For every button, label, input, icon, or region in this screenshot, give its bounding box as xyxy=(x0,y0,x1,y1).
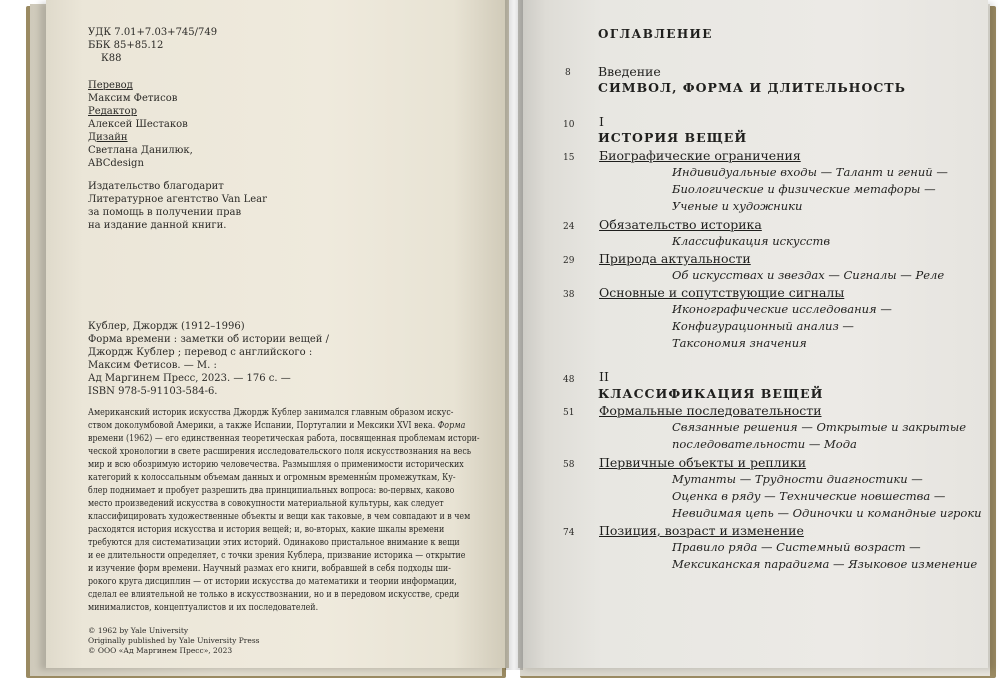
part-numeral: II xyxy=(599,369,609,384)
toc-title: ОГЛАВЛЕНИЕ xyxy=(598,27,713,41)
toc-section: Биографические ограничения xyxy=(599,148,801,163)
copyright-line: © 1962 by Yale University xyxy=(88,626,189,635)
annotation-line: сделал ее влиятельной не только в искусствознании, но и в передовом искусстве, среди xyxy=(88,589,460,600)
catalog-line: Джордж Кублер ; перевод с английского : xyxy=(88,347,313,358)
credit-role: Дизайн xyxy=(88,132,128,143)
intro-label: Введение xyxy=(598,64,661,79)
copyright-line: © ООО «Ад Маргинем Пресс», 2023 xyxy=(88,646,233,655)
page-number: 29 xyxy=(563,256,575,266)
page-number: 38 xyxy=(563,290,575,300)
toc-section: Обязательство историка xyxy=(599,217,762,232)
credit-role: Редактор xyxy=(88,106,137,117)
part-heading: ИСТОРИЯ ВЕЩЕЙ xyxy=(598,130,748,145)
credit-name: Алексей Шестаков xyxy=(88,119,188,130)
copyright-line: Originally published by Yale University Press xyxy=(88,636,260,645)
toc-subsection: Ученые и художники xyxy=(672,199,803,213)
annotation xyxy=(88,406,480,614)
annotation-title: Форма xyxy=(437,420,466,431)
annotation-line: рокого круга дисциплин — от истории искусства до математики и теории информации, xyxy=(88,576,457,587)
catalog-line: ISBN 978-5-91103-584-6. xyxy=(88,386,218,397)
annotation-line: времени (1962) — его единственная теоретическая работа, посвященная проблемам истори- xyxy=(88,433,480,444)
part-numeral: I xyxy=(599,114,604,129)
annotation-line: минималистов, концептуалистов и их последователей. xyxy=(88,602,319,613)
page-number: 15 xyxy=(563,153,575,163)
annotation-line: и ее длительности определяет, с точки зрения Кублера, призвание историка — открытие xyxy=(88,550,466,561)
annotation-line: требуются для систематизации этих историй. Одинаково пристальное внимание к вещи xyxy=(88,537,460,548)
annotation-line: блер поднимает и пробует разрешить два принципиальных вопроса: во-первых, каково xyxy=(88,485,455,496)
toc-subsection: последовательности — Мода xyxy=(672,437,857,451)
annotation-line: ством доколумбовой Америки, а также Испании, Португалии и Мексики XVI века. xyxy=(88,420,436,431)
annotation-line: ческой хронологии в свете расширения исследовательского поля искусствознания на весь xyxy=(88,446,472,457)
page-number: 24 xyxy=(563,222,575,232)
toc-section: Позиция, возраст и изменение xyxy=(599,523,804,538)
author-sign: К88 xyxy=(101,53,122,64)
catalog-line: Форма времени : заметки об истории вещей / xyxy=(88,334,330,345)
toc-subsection: Биологические и физические метафоры — xyxy=(672,182,936,196)
udk-code: УДК 7.01+7.03+745/749 xyxy=(88,27,218,38)
annotation-line: мир и всю обозримую историю человечества. Размышляя о применимости исторических xyxy=(88,459,464,470)
toc-subsection: Мутанты — Трудности диагностики — xyxy=(672,472,923,486)
imprint-codes xyxy=(88,26,217,65)
thanks-line: за помощь в получении прав xyxy=(88,207,242,218)
toc-section: Основные и сопутствующие сигналы xyxy=(599,285,845,300)
toc-subsection: Классификация искусств xyxy=(672,234,831,248)
toc-subsection: Об искусствах и звездах — Сигналы — Реле xyxy=(672,268,945,282)
toc-section: Природа актуальности xyxy=(599,251,751,266)
toc-subsection: Связанные решения — Открытые и закрытые xyxy=(672,420,967,434)
catalog-line: Кублер, Джордж (1912–1996) xyxy=(88,321,245,332)
annotation-line: Американский историк искусства Джордж Кублер занимался главным образом искус- xyxy=(88,407,454,418)
toc-subsection: Иконографические исследования — xyxy=(672,302,892,316)
toc-subsection: Невидимая цепь — Одиночки и командные игроки xyxy=(672,506,982,520)
toc-subsection: Оценка в ряду — Технические новшества — xyxy=(672,489,946,503)
annotation-line: категорий к колоссальным объемам данных и огромным временны́м промежуткам, Ку- xyxy=(88,472,456,483)
annotation-line: и изучение форм времени. Научный размах его книги, вобравшей в себя подходы ши- xyxy=(88,563,451,574)
copyright xyxy=(88,626,260,656)
thanks-line: Литературное агентство Van Lear xyxy=(88,194,267,205)
annotation-line: расходятся история искусства и история вещей; и, во-вторых, какие шкалы времени xyxy=(88,524,445,535)
credit-name: ABCdesign xyxy=(88,158,144,169)
page-number: 48 xyxy=(563,375,575,385)
catalog-line: Ад Маргинем Пресс, 2023. — 176 с. — xyxy=(88,373,291,384)
thanks-note xyxy=(88,180,267,232)
page-number: 8 xyxy=(565,68,571,78)
catalog-entry xyxy=(88,320,329,398)
page-number: 51 xyxy=(563,408,575,418)
part-heading: КЛАССИФИКАЦИЯ ВЕЩЕЙ xyxy=(598,386,824,401)
credits xyxy=(88,79,193,170)
intro-heading: СИМВОЛ, ФОРМА И ДЛИТЕЛЬНОСТЬ xyxy=(598,80,906,95)
catalog-line: Максим Фетисов. — М. : xyxy=(88,360,217,371)
toc-subsection: Правило ряда — Системный возраст — xyxy=(672,540,921,554)
toc-section: Первичные объекты и реплики xyxy=(599,455,807,470)
toc-subsection: Конфигурационный анализ — xyxy=(672,319,854,333)
page-number: 58 xyxy=(563,460,575,470)
credit-role: Перевод xyxy=(88,80,133,91)
toc-subsection: Таксономия значения xyxy=(672,336,807,350)
page-number: 10 xyxy=(563,120,575,130)
annotation-line: классифицировать художественные объекты и вещи как таковые, в чем совпадают и в чем xyxy=(88,511,471,522)
credit-name: Максим Фетисов xyxy=(88,93,178,104)
annotation-line: место произведений искусства в совокупности материальной культуры, как следует xyxy=(88,498,444,509)
toc-subsection: Мексиканская парадигма — Языковое изменение xyxy=(672,557,978,571)
credit-name: Светлана Данилюк, xyxy=(88,145,193,156)
toc-section: Формальные последовательности xyxy=(599,403,822,418)
page-number: 74 xyxy=(563,528,575,538)
book-gutter xyxy=(505,0,523,670)
thanks-line: на издание данной книги. xyxy=(88,220,227,231)
toc-subsection: Индивидуальные входы — Талант и гений — xyxy=(672,165,948,179)
thanks-line: Издательство благодарит xyxy=(88,181,224,192)
bbk-code: ББК 85+85.12 xyxy=(88,40,164,51)
